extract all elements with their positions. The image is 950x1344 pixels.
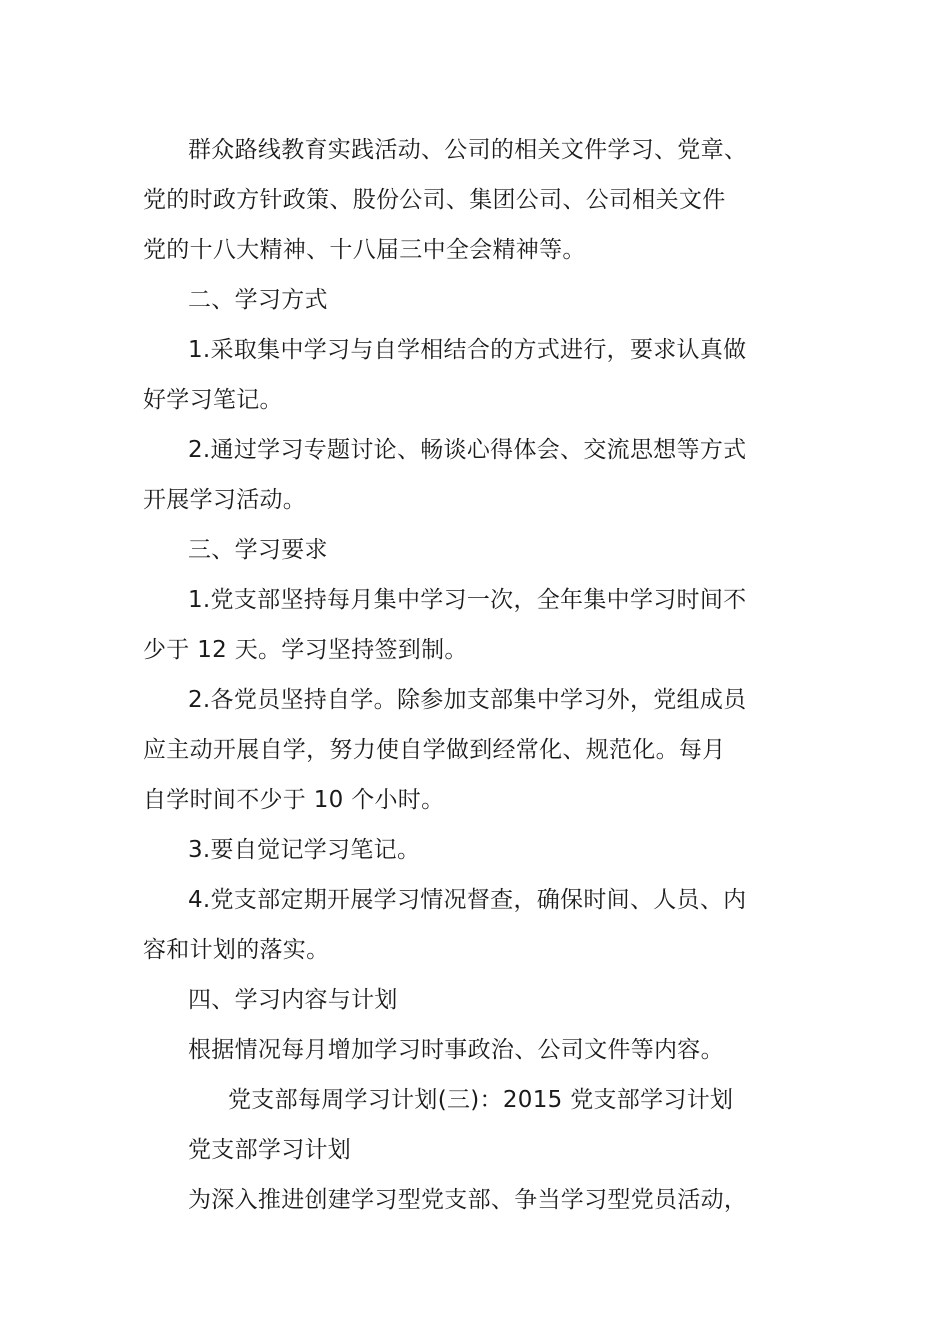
paragraph-line: 开展学习活动。 xyxy=(143,487,307,513)
paragraph-line: 党的十八大精神、十八届三中全会精神等。 xyxy=(143,237,586,263)
section-heading: 三、学习要求 xyxy=(188,537,328,563)
paragraph-line: 4.党支部定期开展学习情况督查，确保时间、人员、内 xyxy=(188,887,747,913)
section-heading: 四、学习内容与计划 xyxy=(188,987,398,1013)
paragraph-line: 根据情况每月增加学习时事政治、公司文件等内容。 xyxy=(188,1037,724,1063)
paragraph-line: 应主动开展自学，努力使自学做到经常化、规范化。每月 xyxy=(143,737,726,763)
paragraph-line: 群众路线教育实践活动、公司的相关文件学习、党章、 xyxy=(188,137,748,163)
paragraph-line: 好学习笔记。 xyxy=(143,387,283,413)
paragraph-line: 2.通过学习专题讨论、畅谈心得体会、交流思想等方式 xyxy=(188,437,747,463)
paragraph-line: 自学时间不少于 10 个小时。 xyxy=(143,787,445,813)
paragraph-line: 2.各党员坚持自学。除参加支部集中学习外，党组成员 xyxy=(188,687,747,713)
paragraph-line: 容和计划的落实。 xyxy=(143,937,330,963)
section-heading: 二、学习方式 xyxy=(188,287,328,313)
paragraph-line: 1.采取集中学习与自学相结合的方式进行，要求认真做 xyxy=(188,337,747,363)
paragraph-line: 为深入推进创建学习型党支部、争当学习型党员活动， xyxy=(188,1187,748,1213)
paragraph-line: 3.要自觉记学习笔记。 xyxy=(188,837,421,863)
paragraph-line: 少于 12 天。学习坚持签到制。 xyxy=(143,637,468,663)
paragraph-line: 1.党支部坚持每月集中学习一次，全年集中学习时间不 xyxy=(188,587,747,613)
article-title: 党支部每周学习计划(三)：2015 党支部学习计划 xyxy=(228,1087,734,1113)
paragraph-line: 党的时政方针政策、股份公司、集团公司、公司相关文件 xyxy=(143,187,726,213)
subtitle: 党支部学习计划 xyxy=(188,1137,352,1163)
